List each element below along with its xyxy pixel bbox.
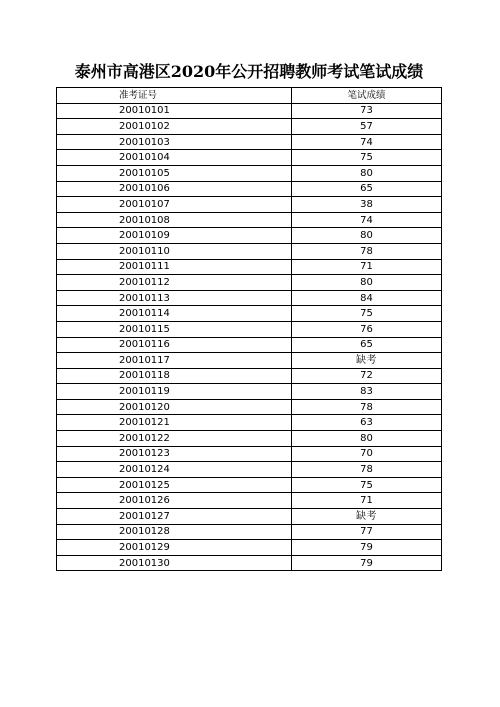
exam-id-cell: 20010123 xyxy=(57,446,292,462)
exam-id-cell: 20010128 xyxy=(57,524,292,540)
table-row xyxy=(57,275,442,291)
exam-id-cell: 20010104 xyxy=(57,150,292,166)
written-score-cell: 63 xyxy=(292,415,442,431)
exam-id-cell: 20010106 xyxy=(57,181,292,197)
table-row xyxy=(57,259,442,275)
written-score-cell: 80 xyxy=(292,431,442,447)
table-row xyxy=(57,197,442,213)
table-header-row xyxy=(57,88,442,104)
written-score-cell: 75 xyxy=(292,306,442,322)
written-score-cell: 71 xyxy=(292,493,442,509)
exam-id-cell: 20010109 xyxy=(57,228,292,244)
table-row xyxy=(57,103,442,119)
table-row xyxy=(57,384,442,400)
table-row xyxy=(57,306,442,322)
exam-id-cell: 20010103 xyxy=(57,134,292,150)
written-score-cell: 65 xyxy=(292,337,442,353)
exam-id-cell: 20010107 xyxy=(57,197,292,213)
exam-id-cell: 20010122 xyxy=(57,431,292,447)
written-score-cell: 缺考 xyxy=(292,509,442,525)
exam-id-cell: 20010125 xyxy=(57,477,292,493)
exam-id-cell: 20010116 xyxy=(57,337,292,353)
table-row xyxy=(57,540,442,556)
table-row xyxy=(57,290,442,306)
written-score-cell: 74 xyxy=(292,212,442,228)
table-row xyxy=(57,150,442,166)
exam-id-cell: 20010121 xyxy=(57,415,292,431)
written-score-cell: 75 xyxy=(292,477,442,493)
table-row xyxy=(57,228,442,244)
table-row xyxy=(57,119,442,135)
table-row xyxy=(57,462,442,478)
table-row xyxy=(57,399,442,415)
table-row xyxy=(57,509,442,525)
written-score-cell: 70 xyxy=(292,446,442,462)
exam-id-cell: 20010111 xyxy=(57,259,292,275)
table-row xyxy=(57,477,442,493)
table-row xyxy=(57,431,442,447)
written-score-cell: 71 xyxy=(292,259,442,275)
exam-id-cell: 20010101 xyxy=(57,103,292,119)
written-score-cell: 80 xyxy=(292,165,442,181)
exam-id-cell: 20010126 xyxy=(57,493,292,509)
written-score-cell: 80 xyxy=(292,228,442,244)
written-score-cell: 80 xyxy=(292,275,442,291)
score-table xyxy=(56,87,442,571)
written-score-cell: 72 xyxy=(292,368,442,384)
column-header-exam-id: 准考证号 xyxy=(57,88,292,104)
written-score-cell: 77 xyxy=(292,524,442,540)
exam-id-cell: 20010119 xyxy=(57,384,292,400)
written-score-cell: 缺考 xyxy=(292,353,442,369)
exam-id-cell: 20010130 xyxy=(57,555,292,571)
written-score-cell: 65 xyxy=(292,181,442,197)
table-row xyxy=(57,243,442,259)
exam-id-cell: 20010115 xyxy=(57,321,292,337)
exam-id-cell: 20010102 xyxy=(57,119,292,135)
table-row xyxy=(57,415,442,431)
exam-id-cell: 20010127 xyxy=(57,509,292,525)
written-score-cell: 79 xyxy=(292,540,442,556)
table-row xyxy=(57,368,442,384)
exam-id-cell: 20010114 xyxy=(57,306,292,322)
table-row xyxy=(57,337,442,353)
exam-id-cell: 20010129 xyxy=(57,540,292,556)
written-score-cell: 78 xyxy=(292,243,442,259)
written-score-cell: 79 xyxy=(292,555,442,571)
table-row xyxy=(57,134,442,150)
table-row xyxy=(57,165,442,181)
table-row xyxy=(57,493,442,509)
table-row xyxy=(57,181,442,197)
page-title: 泰州市高港区2020年公开招聘教师考试笔试成绩 xyxy=(74,62,424,81)
written-score-cell: 75 xyxy=(292,150,442,166)
table-row xyxy=(57,555,442,571)
exam-id-cell: 20010105 xyxy=(57,165,292,181)
written-score-cell: 78 xyxy=(292,462,442,478)
table-row xyxy=(57,524,442,540)
written-score-cell: 73 xyxy=(292,103,442,119)
table-row xyxy=(57,321,442,337)
exam-id-cell: 20010113 xyxy=(57,290,292,306)
exam-id-cell: 20010110 xyxy=(57,243,292,259)
written-score-cell: 84 xyxy=(292,290,442,306)
table-row xyxy=(57,446,442,462)
written-score-cell: 38 xyxy=(292,197,442,213)
exam-id-cell: 20010108 xyxy=(57,212,292,228)
written-score-cell: 83 xyxy=(292,384,442,400)
exam-id-cell: 20010112 xyxy=(57,275,292,291)
table-row xyxy=(57,353,442,369)
column-header-written-score: 笔试成绩 xyxy=(292,88,442,104)
exam-id-cell: 20010120 xyxy=(57,399,292,415)
table-row xyxy=(57,212,442,228)
table-body xyxy=(57,103,442,571)
exam-id-cell: 20010117 xyxy=(57,353,292,369)
written-score-cell: 76 xyxy=(292,321,442,337)
written-score-cell: 74 xyxy=(292,134,442,150)
written-score-cell: 78 xyxy=(292,399,442,415)
exam-id-cell: 20010124 xyxy=(57,462,292,478)
written-score-cell: 57 xyxy=(292,119,442,135)
exam-id-cell: 20010118 xyxy=(57,368,292,384)
